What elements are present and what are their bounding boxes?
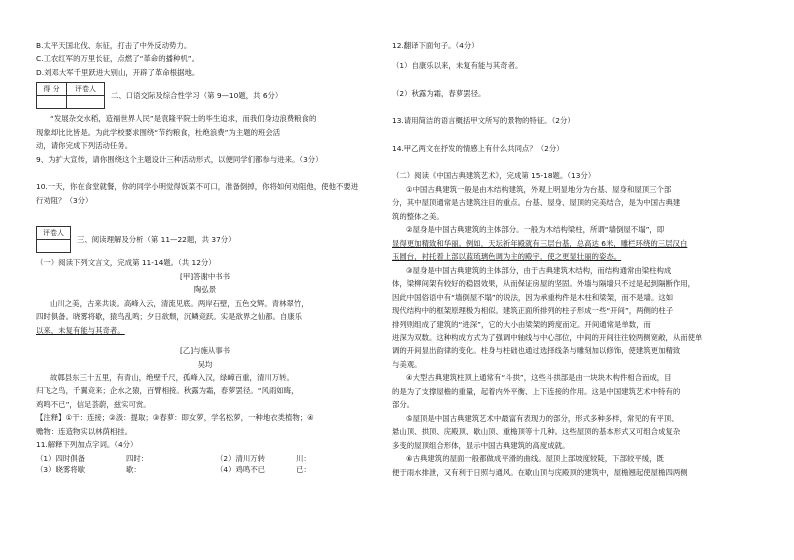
jia-title: [甲]答谢中书书 — [179, 271, 231, 281]
q11-item-4-word: （4）鸡鸣不已 — [216, 465, 266, 475]
part2-heading: （二）阅读《中国古典建筑艺术》，完成第 15-18题。（13分） — [392, 171, 596, 181]
yi-title: [乙]与施从事书 — [179, 346, 231, 356]
question-10-line-2: 行劝阻？（3分） — [36, 195, 93, 205]
grader-label-2: 评卷人 — [37, 227, 71, 240]
q11-item-1-label: 四时： — [126, 453, 149, 463]
reading-p3-line-1: ③屋身是中国古典建筑的主体部分，由于古典建筑木结构，而结构通常由梁柱构成 — [406, 265, 672, 275]
reading-p5-line-1: ⑤屋顶是中国古典建筑艺术中最富有表现力的部分，形式多种多样，常见的有平顶、 — [406, 413, 679, 423]
q11-item-3-label: 歇： — [126, 465, 141, 475]
grader-label: 评卷人 — [67, 83, 105, 96]
q11-item-4-label: 已： — [296, 465, 311, 475]
reading-p2-line-3: 玉圆台，衬托着上部以蓝琉璃色调为主的殿宇，使之更显壮丽的姿态。 — [392, 252, 622, 262]
jia-author: 陶弘景 — [193, 285, 217, 295]
reading-p5-line-2: 悬山顶、拱顶、庑殿顶、歇山顶、重檐顶等十几种。这些屋顶的基本形式又可组合成复杂 — [392, 427, 681, 437]
option-d: D.刘邓大军千里跃进大别山，开辟了革命根据地。 — [36, 67, 200, 77]
jia-line-2: 四时俱备。晓雾将歇，猿鸟乱鸣；夕日欲颓，沉鳞竞跃。实是欲界之仙都。自康乐 — [36, 312, 303, 322]
question-12-2: （2）秋露为霜，春萝罢径。 — [392, 88, 486, 98]
score-label: 得 分 — [37, 83, 67, 96]
reading-p5-line-3: 多变的屋顶组合形体，显示中国古典建筑的高度成就。 — [392, 440, 570, 450]
option-b: B.太平天国北伐、东征，打击了中外反动势力。 — [36, 41, 192, 50]
reading-p3-line-8: 与美观。 — [392, 359, 422, 369]
question-11: 11.解释下列加点字词。（4分） — [36, 440, 138, 450]
reading-p1-line-3: 筑的整体之美。 — [392, 211, 444, 221]
reading-p1-line-2: 分，其中屋顶通常是古建筑注目的重点。台基、屋身、屋顶的完美结合，是为中国古典建 — [392, 198, 681, 208]
score-row-section3 — [36, 226, 374, 253]
reading-p4-line-2: 的是为了支撑屋檐的重量，起着内外平衡、上下连接的作用。这是中国建筑艺术中特有的 — [392, 386, 681, 396]
reading-p3-line-3: 因此中国俗语中有“墙倒屋不塌”的说法，因为承重构件是木柱和梁架，而不是墙。这如 — [392, 292, 674, 302]
grader-cell-2[interactable] — [37, 240, 71, 253]
question-13: 13.请用简洁的语言概括甲文所写的景物的特征。（2分） — [392, 116, 575, 126]
reading-p6-line-1: ⑥古典建筑的屋面一般都做成平滑的曲线。屋顶上部坡度较陡，下部较平缓，既 — [406, 454, 664, 464]
intro-line-3: 动，请你完成下列活动任务。 — [36, 141, 133, 151]
reading-p1-line-1: ①中国古典建筑一般是由木结构建筑，外观上明显地分为台基、屋身和屋顶三个部 — [406, 184, 672, 194]
intro-line-1: “发展杂交水稻，造福世界人民”是袁隆平院士的毕生追求，而我们身边浪费粮食的 — [50, 114, 317, 124]
reading-p3-line-6: 进深为双数。这种构成方式为了强调中轴线与中心部位，中间的开间往往较两侧宽敞，从而使单 — [392, 332, 703, 342]
question-12-1: （1）自康乐以来，未复有能与其奇者。 — [392, 61, 523, 71]
part1-heading: （一）阅读下列文言文，完成第 11-14题。（共 12分） — [36, 258, 216, 268]
question-9: 9、为扩大宣传，请你围绕这个主题设计三种活动形式，以便同学们都参与进来。（3分） — [36, 154, 323, 164]
reading-p3-line-4: 现代结构中的框架原理极为相似。建筑正面所排列的柱子形成一些“开间”，两侧的柱子 — [392, 306, 674, 316]
grader-cell[interactable] — [67, 96, 105, 109]
question-12: 12.翻译下面句子。（4分） — [392, 41, 479, 50]
yi-line-1: 故鄣县东三十五里，有青山，绝壁千尺，孤峰入汉，绿嶂百重，清川万转。 — [50, 372, 294, 382]
score-cell[interactable] — [37, 96, 67, 109]
reading-p4-line-1: ④大型古典建筑柱顶上通常有“斗拱”，这些斗拱部是由一块块木构件相合而成，目 — [406, 373, 672, 383]
reading-p3-line-2: 体，梁柳间架有较好的稳固效果，从而保证房屋的坚固。外墙与隔墙只不过是起到隔断作用， — [392, 279, 696, 289]
yi-line-2: 归飞之鸟，千翼竞来；企水之猿，百臂相接。秋露为霜，春萝罢径。“风雨如晦， — [36, 386, 299, 396]
reading-p2-line-2: 显得更加精致和华丽。例如，天坛祈年殿就有三层台基，总高达 6米，雕栏环绕的三层汉白 — [392, 238, 688, 248]
q11-item-3-word: （3）晓雾将歇 — [36, 465, 86, 475]
q11-item-1-word: （1）四时俱备 — [36, 453, 86, 463]
reading-p3-line-7: 调的开间显出韵律的变化。柱身与柱础也通过选择线条与雕刻加以修饰，使建筑更加精致 — [392, 346, 681, 356]
question-14: 14.甲乙两文在抒发的情感上有什么共同点？（2分） — [392, 143, 564, 153]
score-table-2 — [36, 226, 71, 253]
score-table — [36, 82, 105, 109]
q11-items — [36, 453, 374, 476]
reading-p3-line-5: 排列则组成了建筑的“进深”，它的大小由梁架的跨度而定。开间通常是单数，而 — [392, 319, 651, 329]
jia-line-1: 山川之美，古来共谈。高峰入云，清流见底。两岸石壁，五色交辉。青林翠竹， — [50, 298, 309, 308]
reading-p6-line-2: 便于雨水排泄，又有利于日照与通风。在歇山顶与庑殿顶的建筑中，屋檐翘起使屋檐四两侧 — [392, 467, 688, 477]
yi-line-3: 鸡鸣不已”，信足荟蔚，兹实可赏。 — [36, 399, 151, 409]
score-row-section2 — [36, 82, 374, 109]
question-10-line-1: 10.一天，你在食堂就餐，你的同学小明觉得饭菜不可口，准备倒掉，你将如何劝阻他，使他不要进 — [36, 182, 359, 192]
note-line-2: 赡物：连造物实以林荫相挂。 — [36, 426, 133, 436]
reading-p4-line-3: 部分。 — [392, 400, 415, 410]
option-c: C.工农红军的万里长征，点燃了“革命的播种机”。 — [36, 54, 199, 64]
yi-author: 吴均 — [197, 359, 213, 369]
right-column — [392, 40, 758, 480]
intro-line-2: 现象却比比皆是。为此学校要求围绕“节约粮食，杜绝浪费”为主题的班会活 — [36, 127, 281, 137]
section2-heading: 二、口语交际及综合性学习（第 9—10题，共 6分） — [111, 91, 283, 101]
section3-heading: 三、阅读理解及分析（第 11—22题，共 37分） — [77, 234, 236, 244]
jia-line-3: 以来，未复有能与其奇者。 — [36, 325, 125, 335]
reading-p2-line-1: ②屋身是中国古典建筑的主体部分。一般为木结构梁柱，所谓“墙倒屋不塌”，即 — [406, 225, 665, 235]
note-line-1: 【注释】①干：连接；②汲：提取；③春萝：即女萝，学名松萝，一种地衣类植物；④ — [36, 413, 314, 423]
left-column — [36, 40, 374, 476]
q11-item-2-word: （2）清川万转 — [216, 453, 266, 463]
q11-item-2-label: 川： — [296, 453, 311, 463]
